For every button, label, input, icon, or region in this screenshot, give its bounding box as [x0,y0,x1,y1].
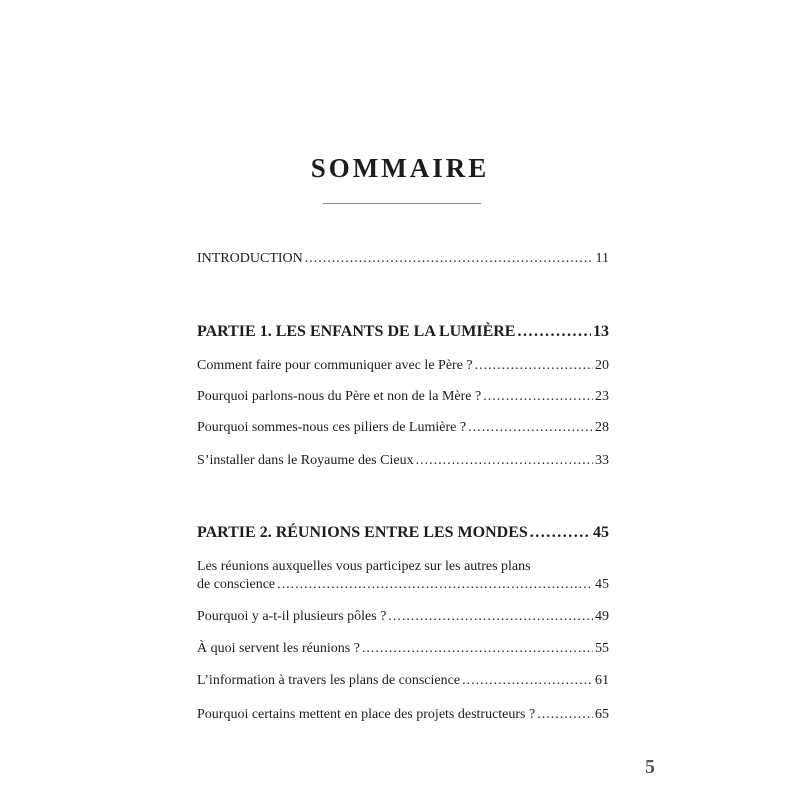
toc-entry-page: 20 [595,358,609,373]
toc-part-1-heading[interactable] [197,323,609,341]
toc-entry[interactable] [197,388,609,406]
toc-entry-page: 55 [595,641,609,656]
toc-part-page: 45 [593,524,609,541]
dot-leader [517,323,591,341]
toc-entry-label: de conscience [197,577,276,592]
toc-entry-label: Pourquoi certains mettent en place des projets destructeurs ? [197,707,536,722]
toc-part-2-heading[interactable] [197,524,609,542]
dot-leader [530,524,591,542]
dot-leader [416,452,593,470]
toc-entry[interactable] [197,357,609,375]
page-number: 5 [645,756,655,778]
dot-leader [277,576,593,594]
toc-entry[interactable] [197,706,609,724]
dot-leader [537,706,593,724]
toc-entry[interactable] [197,419,609,437]
toc-part-label: PARTIE 2. RÉUNIONS ENTRE LES MONDES [197,524,528,541]
page-title: SOMMAIRE [310,153,490,183]
toc-entry-label: Pourquoi y a-t-il plusieurs pôles ? [197,609,387,624]
toc-part-label: PARTIE 1. LES ENFANTS DE LA LUMIÈRE [197,323,516,340]
toc-entry-page: 33 [595,453,609,468]
dot-leader [483,388,593,406]
toc-entry-page: 49 [595,609,609,624]
dot-leader [305,250,594,268]
toc-entry[interactable] [197,672,609,690]
toc-entry-page: 28 [595,420,609,435]
toc-entry-label: Comment faire pour communiquer avec le Père ? [197,358,473,373]
dot-leader [362,640,593,658]
toc-entry[interactable] [197,576,609,594]
title-divider [323,203,481,204]
toc-part-page: 13 [593,323,609,340]
toc-entry-label: Pourquoi sommes-nous ces piliers de Lumière ? [197,420,467,435]
toc-entry[interactable] [197,608,609,626]
toc-entry-introduction[interactable] [197,250,609,268]
dot-leader [468,419,593,437]
toc-entry[interactable] [197,640,609,658]
toc-entry-page: 45 [595,577,609,592]
toc-entry-label-line1[interactable]: Les réunions auxquelles vous participez sur les autres plans [197,559,531,574]
toc-entry-page: 11 [595,251,609,266]
dot-leader [388,608,593,626]
dot-leader [462,672,593,690]
toc-entry-page: 23 [595,389,609,404]
toc-entry-page: 61 [595,673,609,688]
toc-entry-page: 65 [595,707,609,722]
toc-entry-label: À quoi servent les réunions ? [197,641,360,656]
toc-entry-label: S’installer dans le Royaume des Cieux [197,453,414,468]
toc-entry-label: INTRODUCTION [197,251,303,266]
toc-entry-label: Pourquoi parlons-nous du Père et non de la Mère ? [197,389,482,404]
toc-entry[interactable] [197,452,609,470]
toc-entry-label: L’information à travers les plans de conscience [197,673,461,688]
dot-leader [475,357,593,375]
